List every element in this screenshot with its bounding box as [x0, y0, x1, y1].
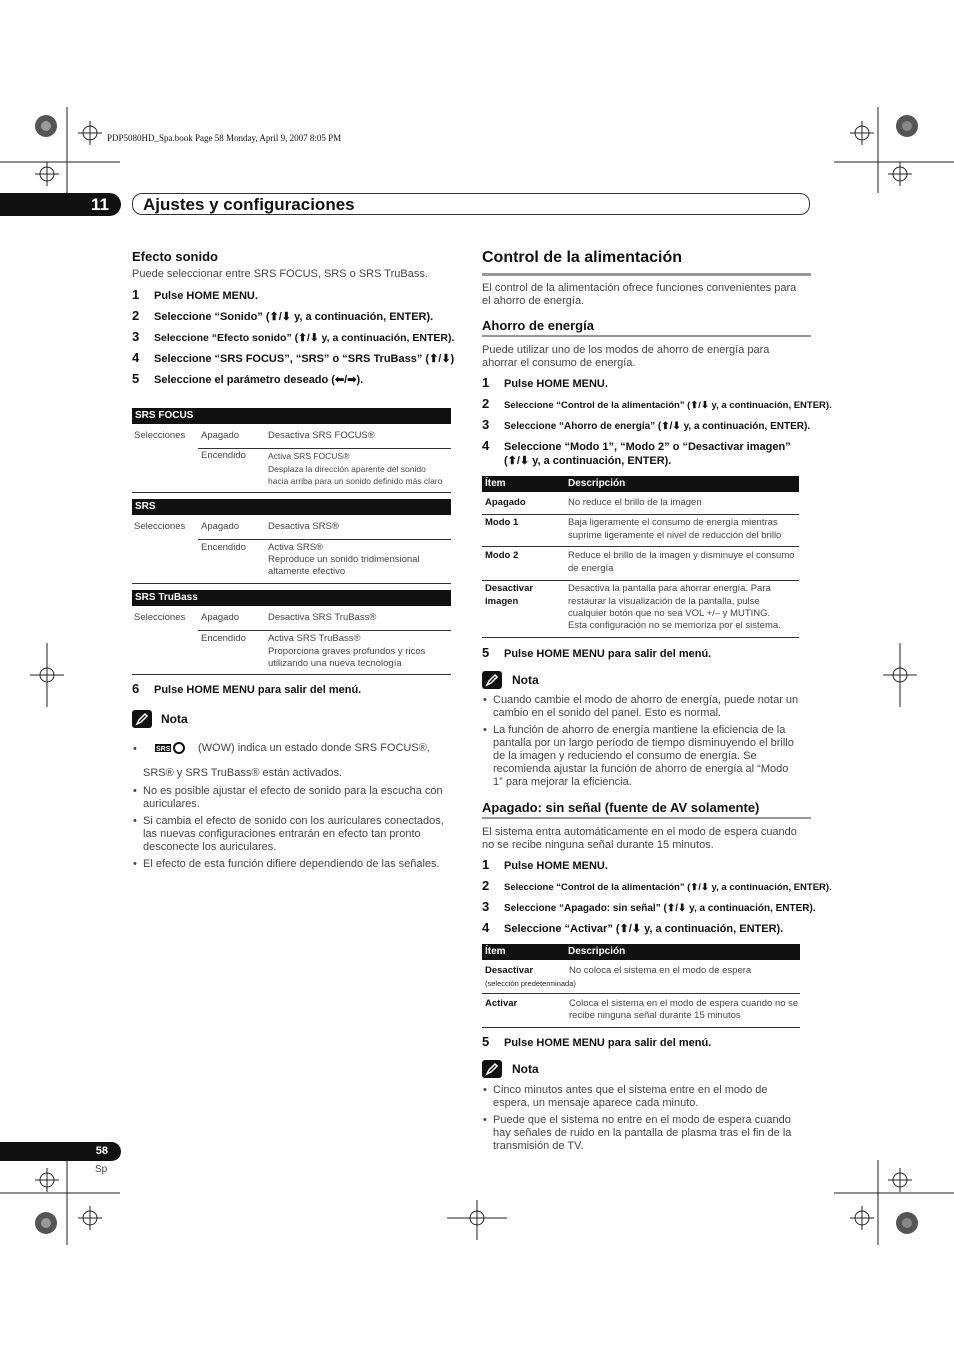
table-header: Ítem Descripción	[482, 944, 800, 960]
note-text: Cinco minutos antes que el sistema entre en el modo de	[493, 1084, 768, 1096]
table-desc: cualquier botón que no sea VOL +/– y MUTING.	[568, 608, 771, 619]
note-text: Si cambia el efecto de sonido con los auriculares conectados,	[143, 815, 444, 827]
table-desc: Reduce el brillo de la imagen y disminuye el consumo	[568, 550, 795, 561]
table-desc: utilizando una nueva tecnología	[268, 658, 402, 669]
table-label: Selecciones	[134, 612, 186, 623]
table-item: Apagado	[485, 497, 526, 508]
paragraph: El sistema entra automáticamente en el modo de espera cuando	[482, 826, 797, 838]
table-desc: Activa SRS FOCUS®	[268, 451, 350, 461]
table-desc: Desactiva SRS FOCUS®	[268, 430, 375, 441]
note-text: recomienda ajustar la función de ahorro de energía al “Modo	[493, 763, 789, 775]
note-icon	[482, 1060, 502, 1078]
step: 4 Seleccione “Activar” (⬆/⬇ y, a continuación, ENTER).	[482, 920, 784, 935]
table-item: imagen	[485, 596, 519, 607]
table-desc: de energía	[568, 563, 614, 574]
note-text: Puede que el sistema no entre en el modo de espera cuando	[493, 1114, 791, 1126]
step: 1 Pulse HOME MENU.	[482, 857, 608, 872]
note-text: 1” para mejorar la eficiencia.	[493, 776, 632, 788]
table-option: Apagado	[201, 521, 240, 532]
efecto-sonido-heading: Efecto sonido	[132, 249, 218, 264]
table-desc: Coloca el sistema en el modo de espera cuando no se	[569, 998, 799, 1009]
nota-title: Nota	[512, 1062, 539, 1076]
apagado-heading: Apagado: sin señal (fuente de AV solamente)	[482, 800, 760, 815]
table-label: Selecciones	[134, 430, 186, 441]
table-desc: No reduce el brillo de la imagen	[568, 497, 702, 508]
chapter-title-bar	[132, 193, 810, 215]
table-desc: recibe ninguna señal durante 15 minutos	[569, 1010, 741, 1021]
table-desc: Reproduce un sonido tridimensional	[268, 554, 420, 565]
note-text: espera, un mensaje aparece cada minuto.	[493, 1097, 699, 1109]
table-desc: Esta configuración no se memoriza por el sistema.	[568, 620, 781, 631]
nota-title: Nota	[512, 673, 539, 687]
page-lang: Sp	[95, 1164, 108, 1175]
note-icon	[482, 671, 502, 689]
table-desc: Desplaza la dirección aparente del sonido	[268, 464, 426, 474]
table-desc: Baja ligeramente el consumo de energía mientras	[568, 517, 778, 528]
table-item: Activar	[485, 998, 518, 1009]
table-option: Encendido	[201, 450, 246, 461]
table-desc: restaurar la visualización de la pantalla, pulse	[568, 596, 760, 607]
table-desc: hacia arriba para un sonido definido más claro	[268, 476, 443, 486]
table-desc: Desactiva la pantalla para ahorrar energía. Para	[568, 583, 771, 594]
page-number: 58	[0, 1142, 121, 1161]
step: 3 Seleccione “Ahorro de energía” (⬆/⬇ y, a continuación, ENTER).	[482, 417, 811, 432]
step: 5 Pulse HOME MENU para salir del menú.	[482, 1034, 712, 1049]
note-text: transmisión de TV.	[493, 1140, 584, 1152]
table-desc: Desactiva SRS®	[268, 521, 339, 532]
step: 3 Seleccione “Efecto sonido” (⬆/⬇ y, a continuación, ENTER).	[132, 329, 455, 344]
table-item: Modo 2	[485, 550, 519, 561]
chapter-number: 11	[0, 193, 121, 216]
table-header: Ítem Descripción	[482, 476, 799, 492]
note-icon	[132, 710, 152, 728]
table-title: SRS TruBass	[132, 590, 451, 606]
table-desc: suprime ligeramente el nivel de reducción del brillo	[568, 530, 782, 541]
note-text: cambio en el sonido del panel. Esto es normal.	[493, 707, 722, 719]
note-text: (WOW) indica un estado donde SRS FOCUS®,	[198, 742, 430, 754]
file-info: PDP5080HD_Spa.book Page 58 Monday, April 9, 2007 8:05 PM	[107, 133, 342, 143]
table-item: Modo 1	[485, 517, 519, 528]
step: 2 Seleccione “Control de la alimentación” (⬆/⬇ y, a continuación, ENTER).	[482, 396, 832, 411]
ahorro-heading: Ahorro de energía	[482, 318, 594, 333]
paragraph: Puede utilizar uno de los modos de ahorro de energía para	[482, 344, 770, 356]
table-label: Selecciones	[134, 521, 186, 532]
table-item: Desactivar	[485, 965, 534, 976]
paragraph: el ahorro de energía.	[482, 295, 585, 307]
table-desc: Activa SRS®	[268, 542, 324, 553]
table-desc: No coloca el sistema en el modo de espera	[569, 965, 752, 976]
step: 4 Seleccione “Modo 1”, “Modo 2” o “Desactivar imagen”	[482, 438, 791, 453]
note-text: pantalla por un largo período de tiempo disminuyendo el brillo	[493, 737, 794, 749]
paragraph: no se recibe ninguna señal durante 15 minutos.	[482, 839, 714, 851]
step: (⬆/⬇ y, a continuación, ENTER).	[504, 455, 672, 467]
table-item: Desactivar	[485, 583, 534, 594]
table-desc: Desactiva SRS TruBass®	[268, 612, 377, 623]
table-title: SRS	[132, 499, 451, 515]
note-text: SRS® y SRS TruBass® están activados.	[143, 767, 343, 779]
step: 2 Seleccione “Sonido” (⬆/⬇ y, a continuación, ENTER).	[132, 308, 434, 323]
srs-wow-logo-icon	[155, 742, 185, 756]
step: 2 Seleccione “Control de la alimentación” (⬆/⬇ y, a continuación, ENTER).	[482, 878, 832, 893]
note-text: La función de ahorro de energía mantiene la eficiencia de la	[493, 724, 786, 736]
step: 4 Seleccione “SRS FOCUS”, “SRS” o “SRS TruBass” (⬆/⬇)	[132, 350, 455, 365]
step: 5 Seleccione el parámetro deseado (⬅/➡).	[132, 371, 364, 386]
note-text: desconecte los auriculares.	[143, 841, 277, 853]
note-text: las nuevas configuraciones entrarán en efecto tan pronto	[143, 828, 421, 840]
step: 3 Seleccione “Apagado: sin señal” (⬆/⬇ y, a continuación, ENTER).	[482, 899, 816, 914]
table-item: (selección predeterminada)	[485, 979, 576, 988]
step: 6 Pulse HOME MENU para salir del menú.	[132, 681, 362, 696]
efecto-sonido-intro: Puede seleccionar entre SRS FOCUS, SRS o SRS TruBass.	[132, 268, 428, 280]
table-desc: altamente efectivo	[268, 566, 346, 577]
note-text: No es posible ajustar el efecto de sonido para la escucha con	[143, 785, 443, 797]
note-text: hay señales de ruido en la pantalla de plasma tras el fin de la	[493, 1127, 792, 1139]
paragraph: El control de la alimentación ofrece funciones convenientes para	[482, 282, 797, 294]
table-desc: Activa SRS TruBass®	[268, 633, 361, 644]
step: 1 Pulse HOME MENU.	[132, 287, 258, 302]
step: 5 Pulse HOME MENU para salir del menú.	[482, 645, 712, 660]
table-option: Encendido	[201, 542, 246, 553]
nota-title: Nota	[161, 712, 188, 726]
note-text: auriculares.	[143, 798, 200, 810]
chapter-title: Ajustes y configuraciones	[143, 195, 355, 214]
note-text: Cuando cambie el modo de ahorro de energía, puede notar un	[493, 694, 799, 706]
table-option: Encendido	[201, 633, 246, 644]
table-desc: Proporciona graves profundos y ricos	[268, 646, 426, 657]
table-option: Apagado	[201, 612, 240, 623]
note-text: El efecto de esta función difiere dependiendo de las señales.	[143, 858, 440, 870]
paragraph: ahorrar el consumo de energía.	[482, 357, 636, 369]
control-alimentacion-heading: Control de la alimentación	[482, 249, 683, 266]
note-text: de la imagen y reduciendo el consumo de energía. Se	[493, 750, 757, 762]
svg-text:SRS: SRS	[156, 746, 171, 753]
table-option: Apagado	[201, 430, 240, 441]
step: 1 Pulse HOME MENU.	[482, 375, 608, 390]
table-title: SRS FOCUS	[132, 408, 451, 424]
